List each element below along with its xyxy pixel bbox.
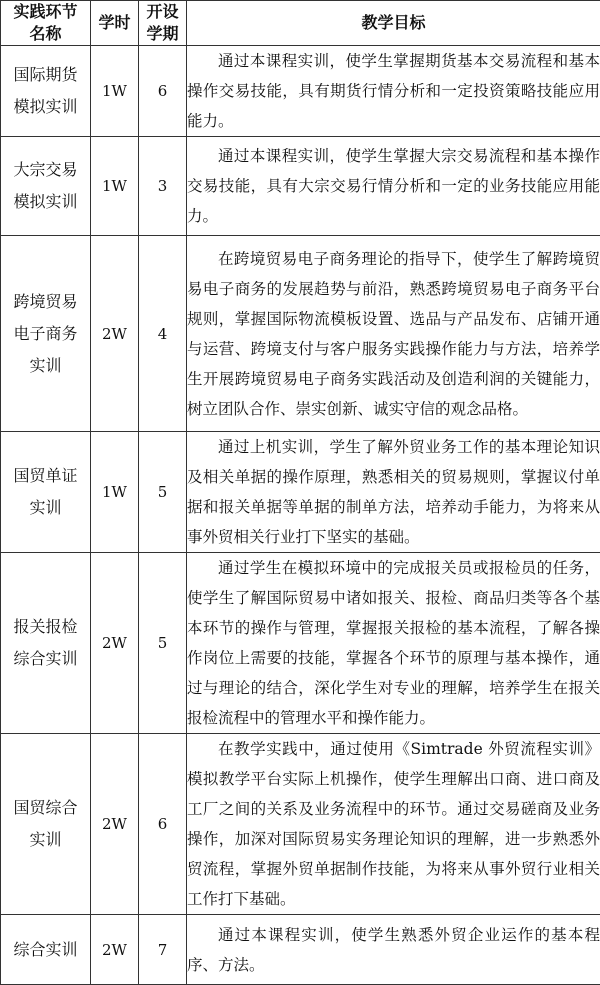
header-goal: 教学目标 (187, 1, 600, 46)
table-row (1, 46, 600, 137)
hours-cell: 1W (91, 432, 139, 553)
goal-cell: 在教学实践中，通过使用《Simtrade 外贸流程实训》模拟教学平台实际上机操作，使学生理解出口商、进口商及工厂之间的关系及业务流程中的环节。通过交易磋商及业务操作，加深对国际贸易实务理论知识的理解，进一步熟悉外贸流程，掌握外贸单据制作技能，为将来从事外贸行业相关工作打下基础。 (187, 734, 600, 915)
semester-cell: 6 (139, 734, 187, 915)
course-name-line: 电子商务 (1, 318, 90, 350)
course-name-line: 实训 (1, 350, 90, 382)
table-row (1, 734, 600, 915)
table-row (1, 915, 600, 985)
course-name-line: 实训 (1, 492, 90, 524)
table-row (1, 553, 600, 734)
course-name-line: 实训 (1, 824, 90, 856)
course-name-line: 国贸综合 (1, 792, 90, 824)
course-name-cell (1, 236, 91, 432)
header-course-name-line-2: 名称 (1, 23, 90, 45)
hours-cell: 2W (91, 734, 139, 915)
hours-cell: 1W (91, 137, 139, 236)
semester-cell: 3 (139, 137, 187, 236)
header-row (1, 1, 600, 46)
goal-cell: 在跨境贸易电子商务理论的指导下，使学生了解跨境贸易电子商务的发展趋势与前沿，熟悉跨境贸易电子商务平台规则，掌握国际物流模板设置、选品与产品发布、店铺开通与运营、跨境支付与客户服务实践操作能力与方法，培养学生开展跨境贸易电子商务实践活动及创造利润的关键能力，树立团队合作、崇实创新、诚实守信的观念品格。 (187, 236, 600, 432)
hours-cell: 2W (91, 236, 139, 432)
header-hours: 学时 (91, 1, 139, 46)
course-name-cell (1, 553, 91, 734)
goal-cell: 通过本课程实训，使学生掌握期货基本交易流程和基本操作交易技能，具有期货行情分析和一定投资策略技能应用能力。 (187, 46, 600, 137)
course-name-line: 模拟实训 (1, 186, 90, 218)
course-name-cell (1, 46, 91, 137)
semester-cell: 5 (139, 432, 187, 553)
table-row (1, 432, 600, 553)
hours-cell: 1W (91, 46, 139, 137)
semester-cell: 5 (139, 553, 187, 734)
course-name-line: 综合实训 (1, 934, 90, 966)
goal-cell: 通过上机实训，学生了解外贸业务工作的基本理论知识及相关单据的操作原理，熟悉相关的贸易规则，掌握议付单据和报关单据等单据的制单方法，培养动手能力，为将来从事外贸相关行业打下坚实的基础。 (187, 432, 600, 553)
semester-cell: 6 (139, 46, 187, 137)
course-name-line: 报关报检 (1, 611, 90, 643)
semester-cell: 4 (139, 236, 187, 432)
course-name-line: 国际期货 (1, 59, 90, 91)
course-name-cell (1, 915, 91, 985)
course-name-cell (1, 432, 91, 553)
goal-cell: 通过本课程实训，使学生掌握大宗交易流程和基本操作交易技能，具有大宗交易行情分析和一定的业务技能应用能力。 (187, 137, 600, 236)
hours-cell: 2W (91, 553, 139, 734)
goal-cell: 通过学生在模拟环境中的完成报关员或报检员的任务，使学生了解国际贸易中诸如报关、报检、商品归类等各个基本环节的操作与管理，掌握报关报检的基本流程，了解各操作岗位上需要的技能，掌握各个环节的原理与基本操作，通过与理论的结合，深化学生对专业的理解，培养学生在报关报检流程中的管理水平和操作能力。 (187, 553, 600, 734)
header-course-name (1, 1, 91, 46)
header-semester-line-2: 学期 (139, 23, 186, 45)
header-semester (139, 1, 187, 46)
course-name-line: 跨境贸易 (1, 286, 90, 318)
course-name-line: 大宗交易 (1, 154, 90, 186)
header-course-name-line-1: 实践环节 (1, 1, 90, 23)
course-name-cell (1, 137, 91, 236)
goal-cell: 通过本课程实训，使学生熟悉外贸企业运作的基本程序、方法。 (187, 915, 600, 985)
table-row (1, 236, 600, 432)
course-name-line: 国贸单证 (1, 460, 90, 492)
table-row (1, 137, 600, 236)
header-semester-line-1: 开设 (139, 1, 186, 23)
semester-cell: 7 (139, 915, 187, 985)
course-name-line: 综合实训 (1, 643, 90, 675)
course-name-line: 模拟实训 (1, 91, 90, 123)
course-name-cell (1, 734, 91, 915)
hours-cell: 2W (91, 915, 139, 985)
